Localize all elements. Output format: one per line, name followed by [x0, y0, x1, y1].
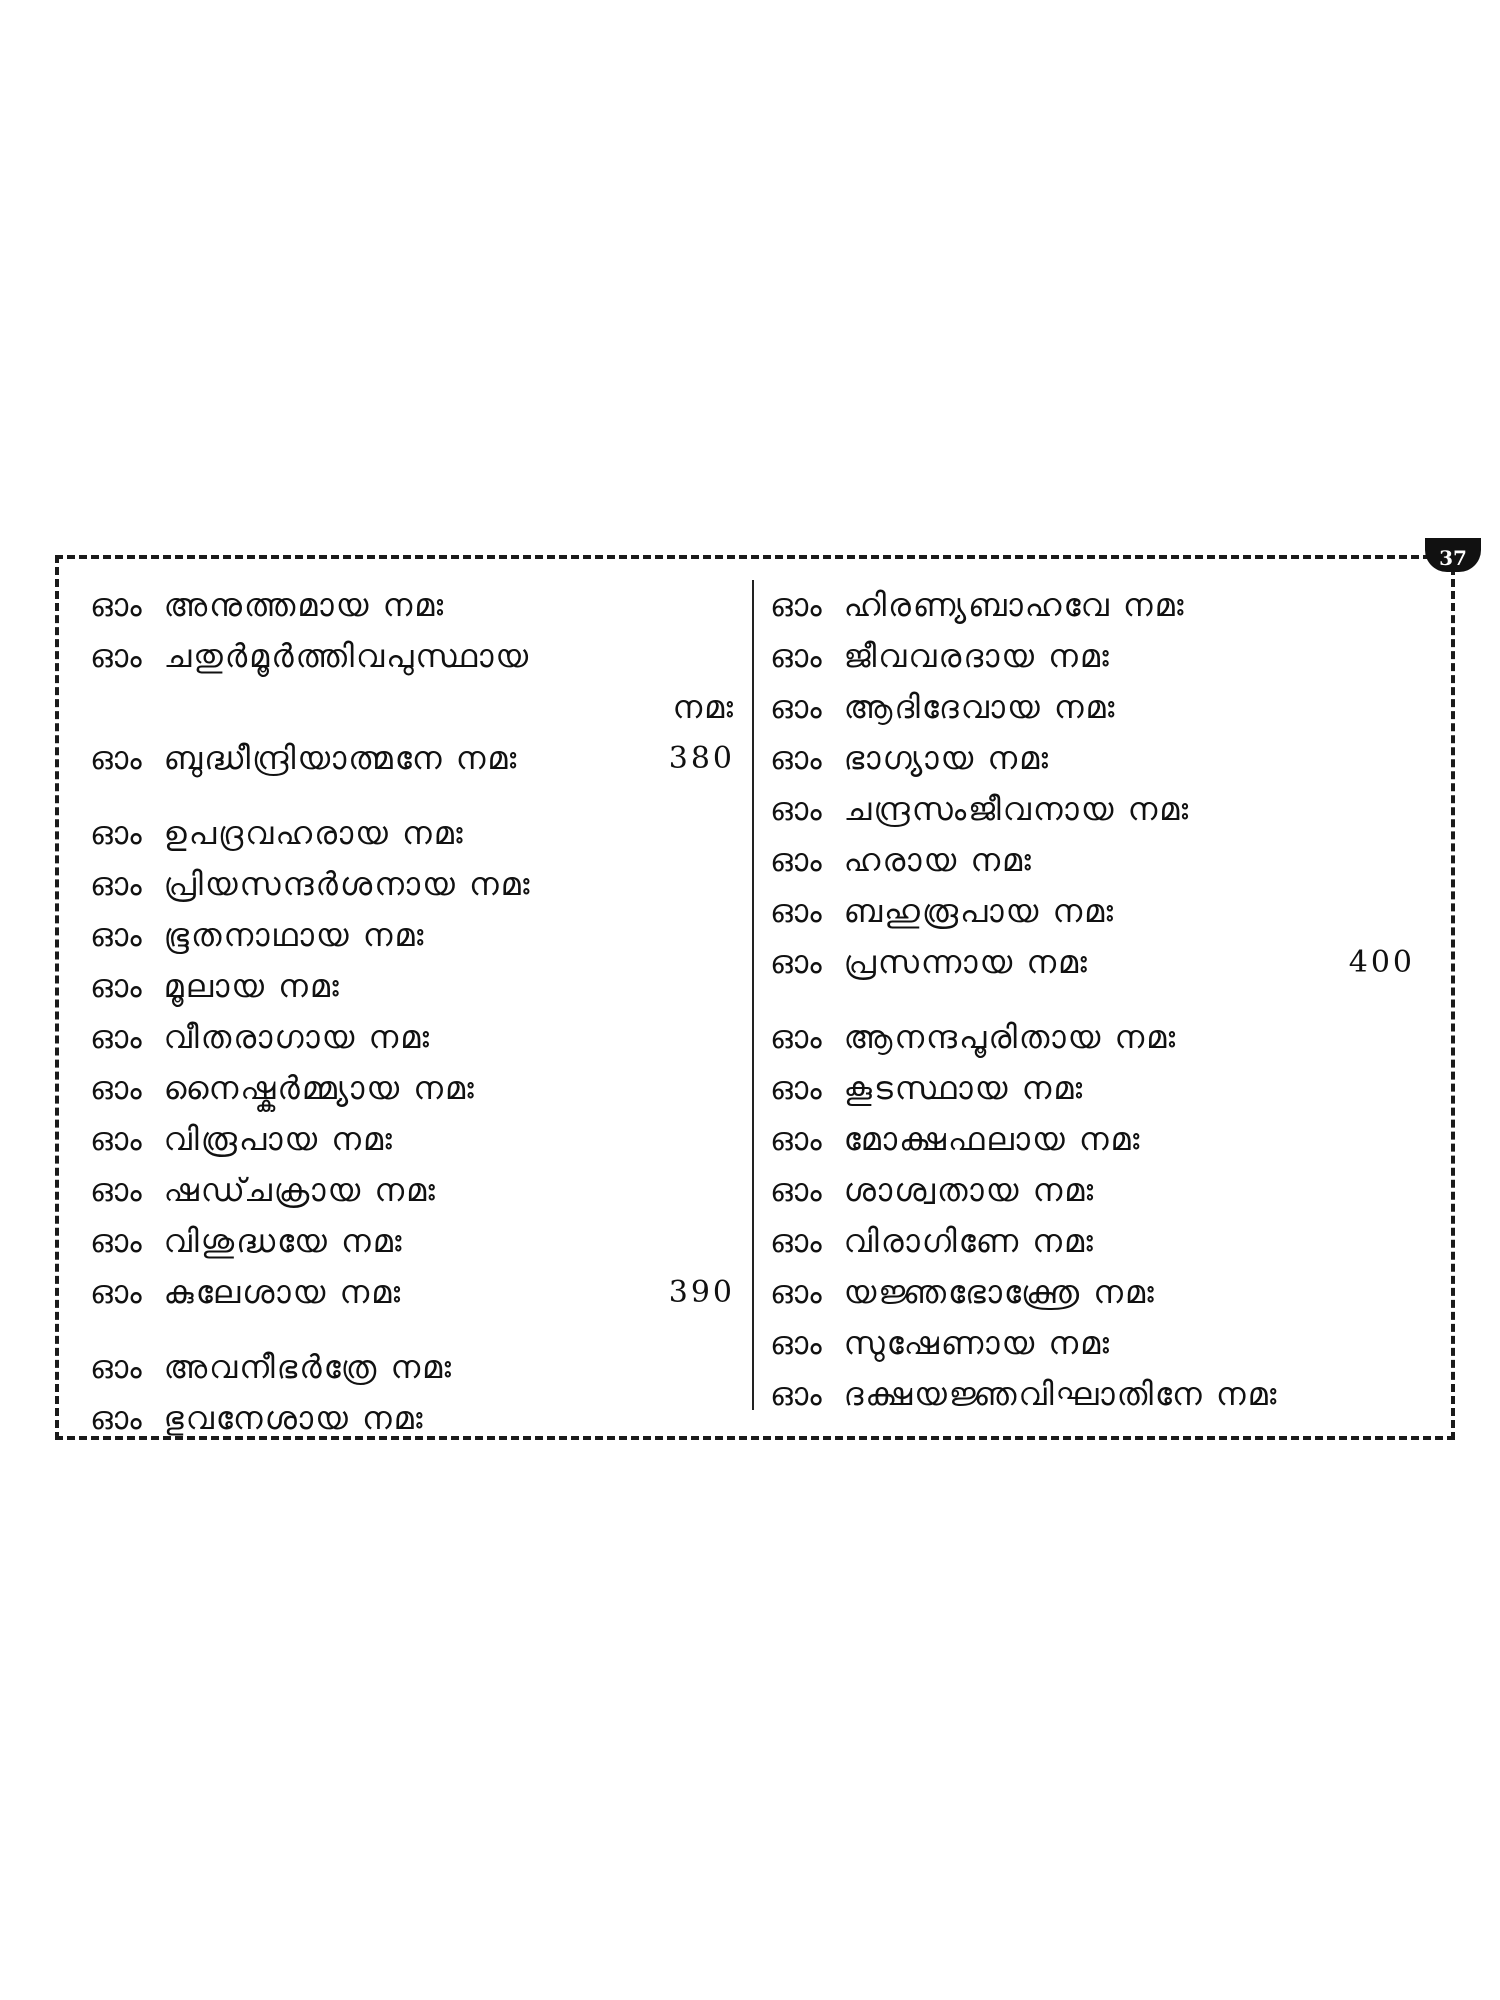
om-prefix: ഓം	[770, 1222, 824, 1260]
mantra-text: ആദിദേവായ നമഃ	[843, 688, 1117, 726]
mantra-line	[770, 1165, 1415, 1216]
mantra-text: വിശുദ്ധയേ നമഃ	[163, 1222, 404, 1260]
mantra-text: മൂലായ നമഃ	[163, 967, 341, 1005]
om-prefix: ഓം	[770, 1171, 824, 1209]
mantra-line	[90, 808, 735, 859]
mantra-line	[770, 1114, 1415, 1165]
mantra-line	[770, 1318, 1415, 1369]
mantra-line	[770, 631, 1415, 682]
group-gap	[90, 784, 735, 808]
om-prefix: ഓം	[90, 1171, 144, 1209]
om-prefix: ഓം	[90, 865, 144, 903]
om-prefix: ഓം	[770, 1120, 824, 1158]
mantra-text: നൈഷ്കർമ്മ്യായ നമഃ	[163, 1069, 476, 1107]
mantra-text: കൂടസ്ഥായ നമഃ	[843, 1069, 1085, 1107]
mantra-text: ജീവവരദായ നമഃ	[843, 637, 1111, 675]
mantra-line	[770, 937, 1415, 988]
mantra-text: അവനീഭർത്രേ നമഃ	[163, 1348, 454, 1386]
page-number-tab: 37	[1425, 538, 1481, 572]
om-prefix: ഓം	[770, 739, 824, 777]
om-prefix: ഓം	[90, 916, 144, 954]
om-prefix: ഓം	[770, 790, 824, 828]
mantra-line	[770, 886, 1415, 937]
mantra-line	[90, 1063, 735, 1114]
mantra-line	[90, 1342, 735, 1393]
mantra-text: ചതുർമൂർത്തിവപുസ്ഥായ	[163, 637, 531, 675]
left-column	[90, 580, 735, 1444]
mantra-line	[770, 835, 1415, 886]
mantra-text: ആനന്ദപൂരിതായ നമഃ	[843, 1018, 1178, 1056]
mantra-line	[90, 580, 735, 631]
right-column	[770, 580, 1415, 1420]
om-prefix: ഓം	[90, 1069, 144, 1107]
mantra-text: ഷഡ്ചക്രായ നമഃ	[163, 1171, 437, 1209]
mantra-text: ഹരായ നമഃ	[843, 841, 1033, 879]
om-prefix: ഓം	[770, 892, 824, 930]
mantra-line	[770, 682, 1415, 733]
om-prefix: ഓം	[770, 841, 824, 879]
mantra-line	[770, 1012, 1415, 1063]
om-prefix: ഓം	[770, 586, 824, 624]
mantra-text: വീതരാഗായ നമഃ	[163, 1018, 432, 1056]
om-prefix: ഓം	[90, 1399, 144, 1437]
mantra-text: നമഃ	[672, 688, 735, 726]
mantra-count: 400	[1348, 945, 1415, 980]
om-prefix: ഓം	[90, 1222, 144, 1260]
mantra-line	[90, 859, 735, 910]
group-gap	[770, 988, 1415, 1012]
mantra-text: ഭുവനേശായ നമഃ	[163, 1399, 425, 1437]
mantra-line	[90, 1012, 735, 1063]
om-prefix: ഓം	[90, 967, 144, 1005]
om-prefix: ഓം	[770, 1069, 824, 1107]
mantra-text: ബുദ്ധീന്ദ്രിയാത്മനേ നമഃ	[163, 739, 519, 777]
mantra-text: പ്രിയസന്ദർശനായ നമഃ	[163, 865, 532, 903]
mantra-text: യജ്ഞഭോക്ത്രേ നമഃ	[843, 1273, 1156, 1311]
mantra-text: ചന്ദ്രസംജീവനായ നമഃ	[843, 790, 1191, 828]
mantra-line	[770, 1063, 1415, 1114]
mantra-text: ഭാഗ്യായ നമഃ	[843, 739, 1050, 777]
om-prefix: ഓം	[90, 1348, 144, 1386]
om-prefix: ഓം	[90, 1120, 144, 1158]
mantra-count: 390	[668, 1275, 735, 1310]
mantra-line	[770, 733, 1415, 784]
om-prefix: ഓം	[90, 814, 144, 852]
mantra-line	[90, 1165, 735, 1216]
mantra-line	[90, 1216, 735, 1267]
mantra-text: ഹിരണ്യബാഹവേ നമഃ	[843, 586, 1186, 624]
om-prefix: ഓം	[770, 1324, 824, 1362]
mantra-text: പ്രസന്നായ നമഃ	[843, 943, 1089, 981]
mantra-line-continuation	[90, 682, 735, 733]
mantra-text: ബഹുരൂപായ നമഃ	[843, 892, 1116, 930]
mantra-line	[90, 961, 735, 1012]
om-prefix: ഓം	[770, 943, 824, 981]
om-prefix: ഓം	[770, 688, 824, 726]
mantra-line	[90, 1114, 735, 1165]
om-prefix: ഓം	[770, 1375, 824, 1413]
om-prefix: ഓം	[90, 739, 144, 777]
om-prefix: ഓം	[90, 586, 144, 624]
mantra-text: വിരാഗിണേ നമഃ	[843, 1222, 1095, 1260]
mantra-line	[90, 1267, 735, 1318]
om-prefix: ഓം	[770, 1273, 824, 1311]
om-prefix: ഓം	[770, 1018, 824, 1056]
mantra-text: കുലേശായ നമഃ	[163, 1273, 403, 1311]
group-gap	[90, 1318, 735, 1342]
mantra-text: മോക്ഷഫലായ നമഃ	[843, 1120, 1142, 1158]
mantra-line	[770, 784, 1415, 835]
mantra-line	[90, 631, 735, 682]
mantra-text: ദക്ഷയജ്ഞവിഘാതിനേ നമഃ	[843, 1375, 1279, 1413]
mantra-text: ശാശ്വതായ നമഃ	[843, 1171, 1096, 1209]
mantra-text: ഭൂതനാഥായ നമഃ	[163, 916, 426, 954]
om-prefix: ഓം	[90, 1273, 144, 1311]
mantra-text: സുഷേണായ നമഃ	[843, 1324, 1111, 1362]
mantra-line	[90, 910, 735, 961]
om-prefix: ഓം	[90, 637, 144, 675]
mantra-text: ഉപദ്രവഹരായ നമഃ	[163, 814, 465, 852]
column-divider	[752, 580, 754, 1410]
mantra-line	[770, 580, 1415, 631]
mantra-text: വിരൂപായ നമഃ	[163, 1120, 394, 1158]
mantra-line	[770, 1267, 1415, 1318]
om-prefix: ഓം	[770, 637, 824, 675]
mantra-line	[90, 733, 735, 784]
mantra-line	[770, 1369, 1415, 1420]
mantra-line	[770, 1216, 1415, 1267]
om-prefix: ഓം	[90, 1018, 144, 1056]
mantra-line	[90, 1393, 735, 1444]
mantra-count: 380	[668, 741, 735, 776]
mantra-text: അനുത്തമായ നമഃ	[163, 586, 446, 624]
